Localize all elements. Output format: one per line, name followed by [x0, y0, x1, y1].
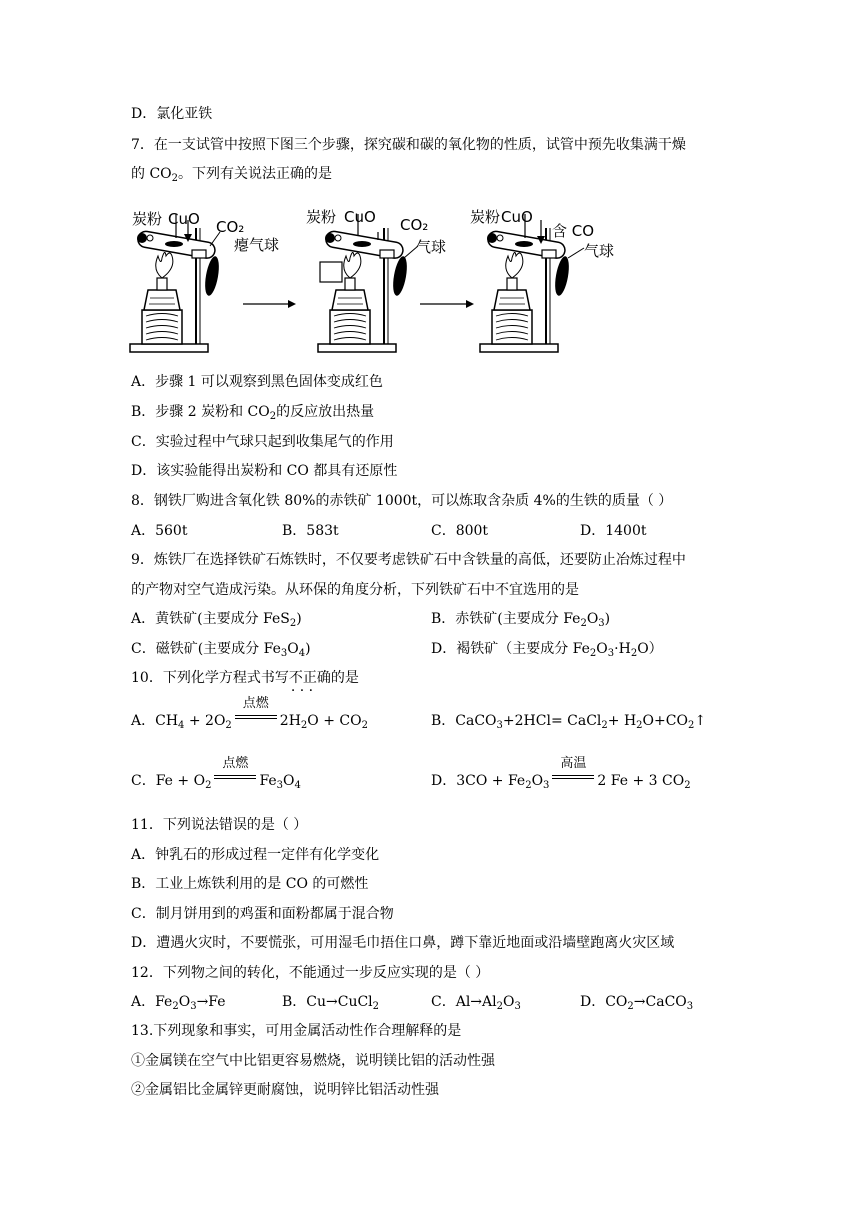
q8-option-d: D．1400t — [580, 523, 647, 539]
q11-option-b: B．工业上炼铁利用的是 CO 的可燃性 — [131, 876, 369, 892]
q9-option-a: A．黄铁矿(主要成分 FeS$_2$) — [131, 611, 302, 629]
fig3-label-co: 含 CO — [552, 222, 595, 240]
q12-option-a: A．$Fe_2O_3\to Fe$ — [131, 994, 226, 1012]
fig3-label-balloon: 气球 — [584, 242, 615, 260]
q12-option-c: C．$Al\to Al_2O_3$ — [431, 994, 521, 1012]
fig1-label-co2: CO₂ — [216, 218, 245, 236]
fig1-label-cuo: CuO — [168, 210, 200, 228]
q10-option-a: A．$CH_4 + 2O_2$ 点燃 $2H_2O + CO_2$ — [131, 696, 368, 731]
q12-stem: 12．下列物之间的转化，不能通过一步反应实现的是（ ） — [131, 965, 490, 981]
q8-option-b: B．583t — [282, 523, 339, 539]
q9-option-b: B．赤铁矿(主要成分 $Fe_2O_3$) — [431, 611, 611, 629]
q8-option-c: C．800t — [431, 523, 489, 539]
q7-experiment-figure — [128, 198, 618, 363]
q13-item-1: ①金属镁在空气中比铝更容易燃烧，说明镁比铝的活动性强 — [131, 1053, 495, 1069]
q7-option-b: B．步骤 2 炭粉和 $CO_2$的反应放出热量 — [131, 404, 375, 422]
q10-option-d: D．$3CO + Fe_2O_3$ 高温 2 Fe + 3 $CO_2$ — [431, 756, 691, 791]
fig2-label-balloon: 气球 — [416, 238, 447, 256]
q12-option-d: D．$CO_2\to CaCO_3$ — [580, 994, 694, 1012]
q11-option-d: D．遭遇火灾时，不要慌张，可用湿毛巾捂住口鼻，蹲下靠近地面或沿墙壁跑离火灾区域 — [131, 935, 675, 951]
q7-option-d: D．该实验能得出炭粉和 CO 都具有还原性 — [131, 463, 398, 479]
q13-stem: 13.下列现象和事实，可用金属活动性作合理解释的是 — [131, 1023, 462, 1039]
q11-option-c: C．制月饼用到的鸡蛋和面粉都属于混合物 — [131, 906, 394, 922]
fig2-label-co2: CO₂ — [400, 216, 429, 234]
q12-option-b: B．Cu→CuCl$_2$ — [282, 994, 380, 1012]
fig3-label-carbon: 炭粉 — [470, 208, 501, 226]
q11-option-a: A．钟乳石的形成过程一定伴有化学变化 — [131, 847, 380, 863]
fig1-label-carbon: 炭粉 — [132, 210, 163, 228]
q7-stem-line1: 7．在一支试管中按照下图三个步骤，探究碳和碳的氧化物的性质，试管中预先收集满干燥 — [131, 137, 686, 153]
q11-stem: 11．下列说法错误的是（ ） — [131, 817, 308, 833]
q6-option-d: D．氯化亚铁 — [131, 106, 213, 122]
q8-stem: 8．钢铁厂购进含氧化铁 80%的赤铁矿 1000t，可以炼取含杂质 4%的生铁的质量（ ） — [131, 493, 673, 509]
q9-option-d: D．褐铁矿（主要成分 $Fe_2O_3\cdot H_2O$） — [431, 641, 663, 659]
fig1-label-balloon: 瘪气球 — [234, 236, 280, 254]
q10-option-c: C．$Fe + O_2$ 点燃 $Fe_3O_4$ — [131, 756, 301, 791]
q13-item-2: ②金属铝比金属锌更耐腐蚀，说明锌比铝活动性强 — [131, 1082, 439, 1098]
fig3-label-cuo: CuO — [501, 208, 533, 226]
q10-option-b: B．CaCO$_3$+2HCl= CaCl$_2$+ $H_2O+CO_2↑$ — [431, 713, 707, 731]
q7-stem-line2: 的 $CO_2$。下列有关说法正确的是 — [131, 166, 333, 184]
q9-option-c: C．磁铁矿(主要成分 $Fe_3O_4$) — [131, 641, 311, 659]
fig2-label-carbon: 炭粉 — [306, 208, 337, 226]
q10-stem: 10．下列化学方程式书写不正确 · · ·的是 — [131, 668, 359, 688]
q7-option-c: C．实验过程中气球只起到收集尾气的作用 — [131, 434, 394, 450]
q8-option-a: A．560t — [131, 523, 188, 539]
q9-stem-line2: 的产物对空气造成污染。从环保的角度分析，下列铁矿石中不宜选用的是 — [131, 582, 579, 598]
q7-option-a: A．步骤 1 可以观察到黑色固体变成红色 — [131, 374, 383, 390]
q9-stem-line1: 9．炼铁厂在选择铁矿石炼铁时，不仅要考虑铁矿石中含铁量的高低，还要防止冶炼过程中 — [131, 552, 686, 568]
fig2-label-cuo: CuO — [344, 208, 376, 226]
